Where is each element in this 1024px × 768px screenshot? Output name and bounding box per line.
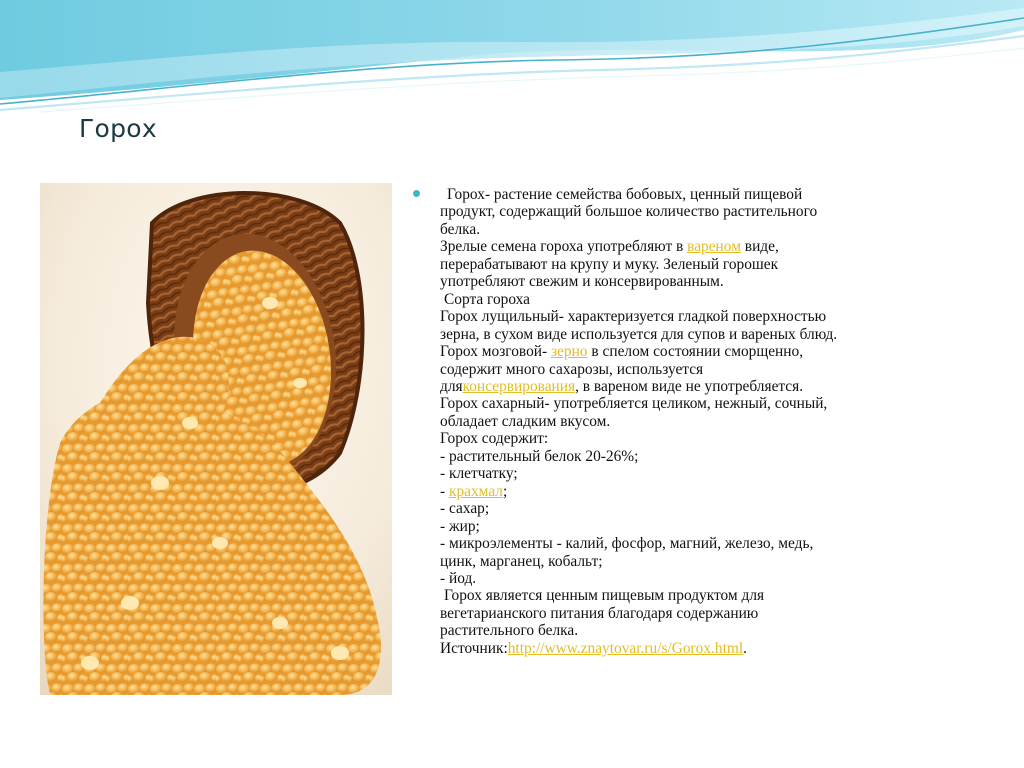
mature-line-2: перерабатывают на крупу и муку. Зеленый горошек [440, 255, 779, 273]
link-vareny[interactable]: вареном [687, 238, 741, 256]
link-zerno[interactable]: зерно [551, 343, 588, 361]
marrow-text-end: в спелом состоянии сморщенно, [587, 343, 804, 361]
intro-line-3: белка. [440, 220, 481, 238]
marrow-line-2: содержит много сахарозы, используется [440, 360, 704, 378]
mature-line-1 [440, 238, 980, 255]
mature-text: Зрелые семена гороха употребляют в [440, 238, 688, 256]
marrow-text-3-end: , в вареном виде не употребляется. [575, 377, 804, 395]
list-item-iodine: - йод. [440, 569, 477, 587]
pea-basket-photo [40, 183, 392, 695]
intro-line-1: Горох- растение семейства бобовых, ценный пищевой [447, 186, 803, 203]
source-link[interactable]: http://www.znaytovar.ru/s/Gorox.html [507, 639, 744, 657]
value-line-3: растительного белка. [440, 622, 579, 640]
marrow-line-3 [440, 378, 980, 395]
source-end: . [743, 639, 747, 657]
sugar-line-2: обладает сладким вкусом. [440, 412, 611, 430]
shelling-line-2: зерна, в сухом виде используется для супов и вареных блюд. [440, 325, 838, 343]
link-krahmal[interactable]: крахмал [448, 482, 503, 500]
intro-line-2: продукт, содержащий большое количество растительного [440, 203, 818, 221]
header-wave-decoration [0, 0, 1024, 130]
bullet-dot-icon [413, 190, 420, 197]
list-item-sugar: - сахар; [440, 500, 490, 518]
source-line [440, 640, 980, 657]
list-item-fiber: - клетчатку; [440, 465, 518, 483]
source-label: Источник: [440, 639, 508, 657]
starch-prefix: - [440, 482, 449, 500]
list-item-fat: - жир; [440, 517, 480, 535]
sugar-line-1: Горох сахарный- употребляется целиком, нежный, сочный, [440, 395, 828, 413]
value-line-1: Горох является ценным пищевым продуктом для [444, 587, 765, 605]
marrow-text-3: для [440, 377, 463, 395]
list-item-starch [440, 483, 980, 500]
list-item-protein: - растительный белок 20-26%; [440, 447, 639, 465]
shelling-line-1: Горох лущильный- характеризуется гладкой поверхностью [440, 308, 827, 326]
marrow-text: Горох мозговой- [440, 343, 551, 361]
list-item-micro-1: - микроэлементы - калий, фосфор, магний, железо, медь, [440, 535, 814, 553]
mature-line-3: употребляют свежим и консервированным. [440, 273, 724, 291]
slide-title: Горох [79, 114, 158, 143]
starch-suffix: ; [502, 482, 508, 500]
link-konservirovaniya[interactable]: консервирования [462, 377, 576, 395]
marrow-line-1 [440, 343, 980, 360]
list-item-micro-2: цинк, марганец, кобальт; [440, 552, 603, 570]
description-text [440, 186, 980, 657]
varieties-heading: Сорта гороха [444, 290, 531, 308]
value-line-2: вегетарианского питания благодаря содержанию [440, 604, 759, 622]
mature-text-end: виде, [740, 238, 779, 256]
contains-heading: Горох содержит: [440, 430, 549, 448]
